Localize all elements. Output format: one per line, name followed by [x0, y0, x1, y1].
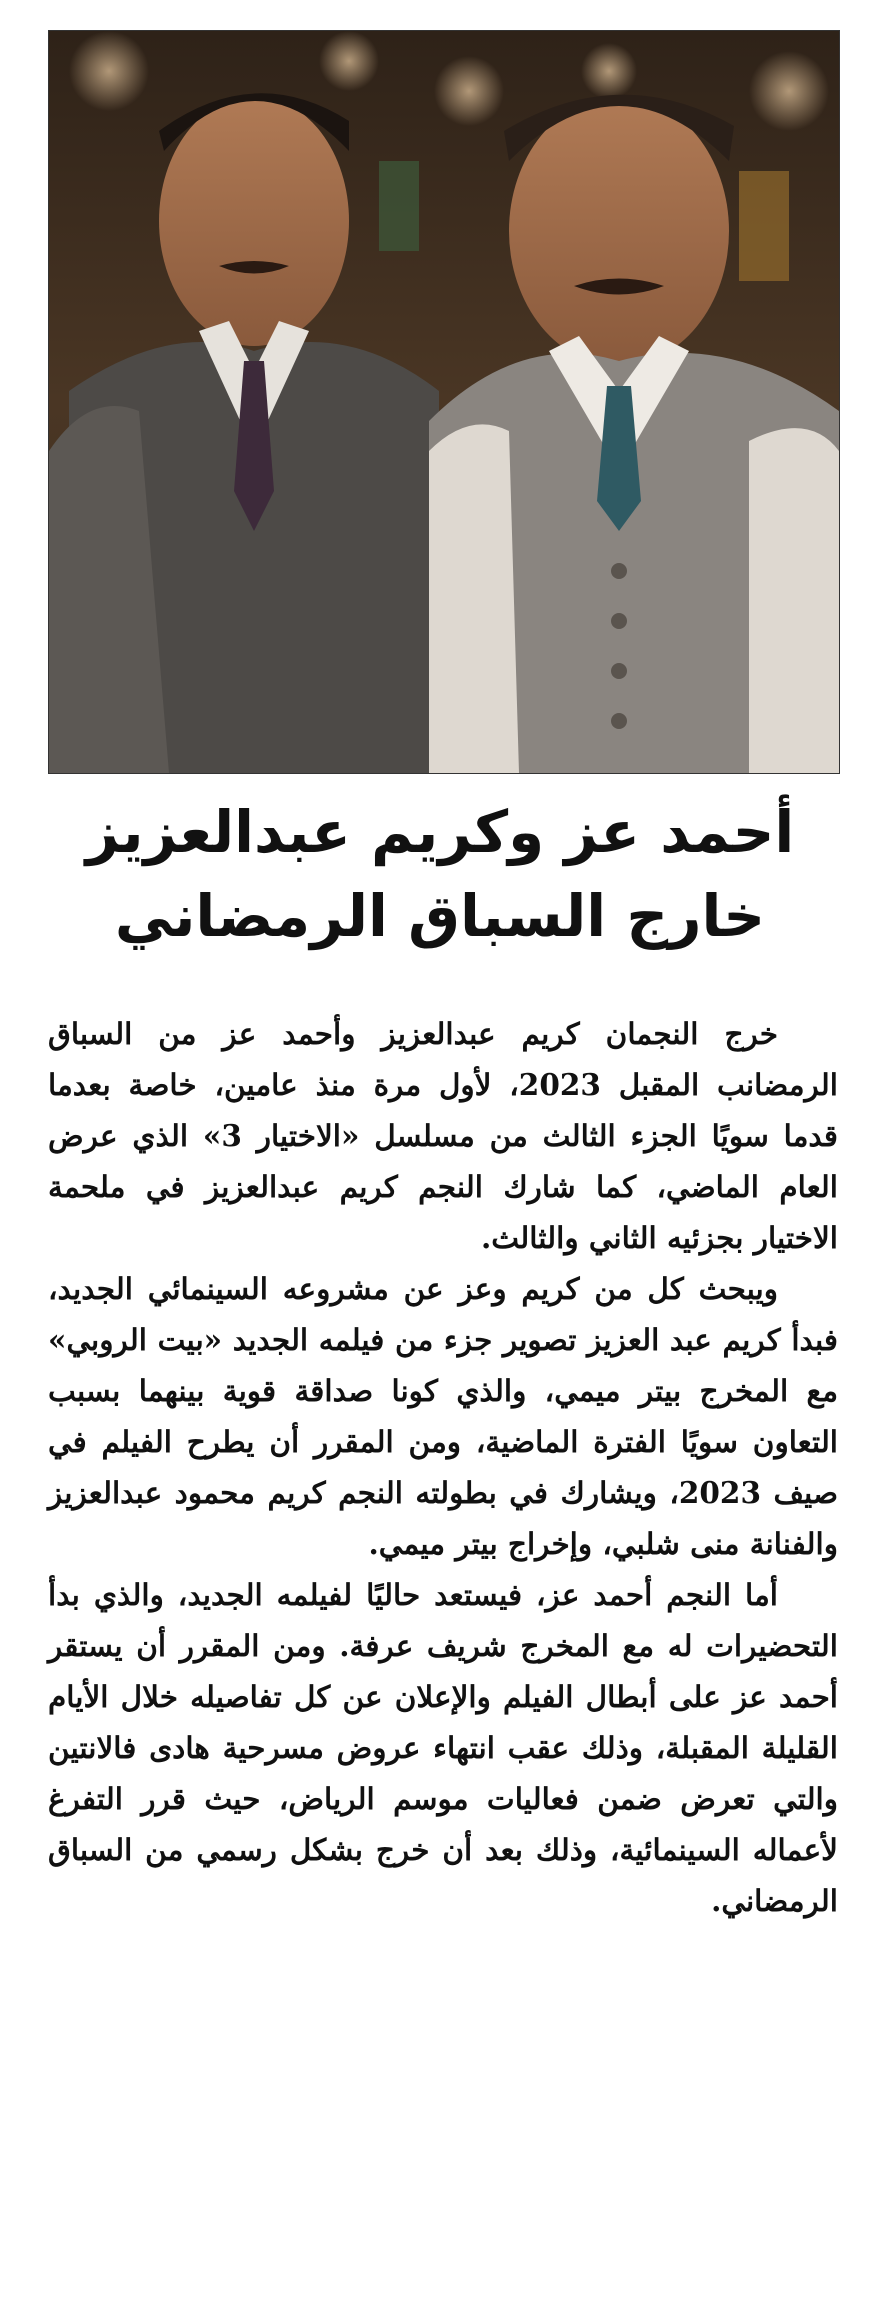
paragraph-2: ويبحث كل من كريم وعز عن مشروعه السينمائي الجديد، فبدأ كريم عبد العزيز تصوير جزء من فيلمه الجديد «بيت الروبي» مع المخرج بيتر ميمي، والذي كونا صداقة قوية بينهما بسبب التعاون سويًا الفترة الماضية، ومن المقرر أن يطرح الفيلم في صيف 2023، ويشارك في بطولته النجم كريم محمود عبدالعزيز والفنانة منى شلبي، وإخراج بيتر ميمي. [48, 1271, 838, 1561]
photo-icon [49, 31, 839, 773]
paragraph-3: أما النجم أحمد عز، فيستعد حاليًا لفيلمه الجديد، والذي بدأ التحضيرات له مع المخرج شريف عرفة. ومن المقرر أن يستقر أحمد عز على أبطال الفيلم والإعلان عن كل تفاصيله خلال الأيام القليلة المقبلة، وذلك عقب انتهاء عروض مسرحية هادى فالانتين والتي تعرض ضمن فعاليات موسم الرياض، حيث قرر التفرغ لأعماله السينمائية، وذلك بعد أن خرج بشكل رسمي من السباق الرمضاني. [48, 1577, 838, 1918]
paragraph-1: خرج النجمان كريم عبدالعزيز وأحمد عز من السباق الرمضانب المقبل 2023، لأول مرة منذ عامين، خاصة بعدما قدما سويًا الجزء الثالث من مسلسل «الاختيار 3» الذي عرض العام الماضي، كما شارك النجم كريم عبدالعزيز في ملحمة الاختيار بجزئيه الثاني والثالث. [48, 1016, 838, 1255]
article-body [48, 1008, 838, 1926]
article-photo [48, 30, 840, 774]
headline-line-1: أحمد عز وكريم عبدالعزيز [85, 798, 795, 866]
headline [40, 790, 840, 958]
headline-line-2: خارج السباق الرمضاني [114, 882, 766, 950]
